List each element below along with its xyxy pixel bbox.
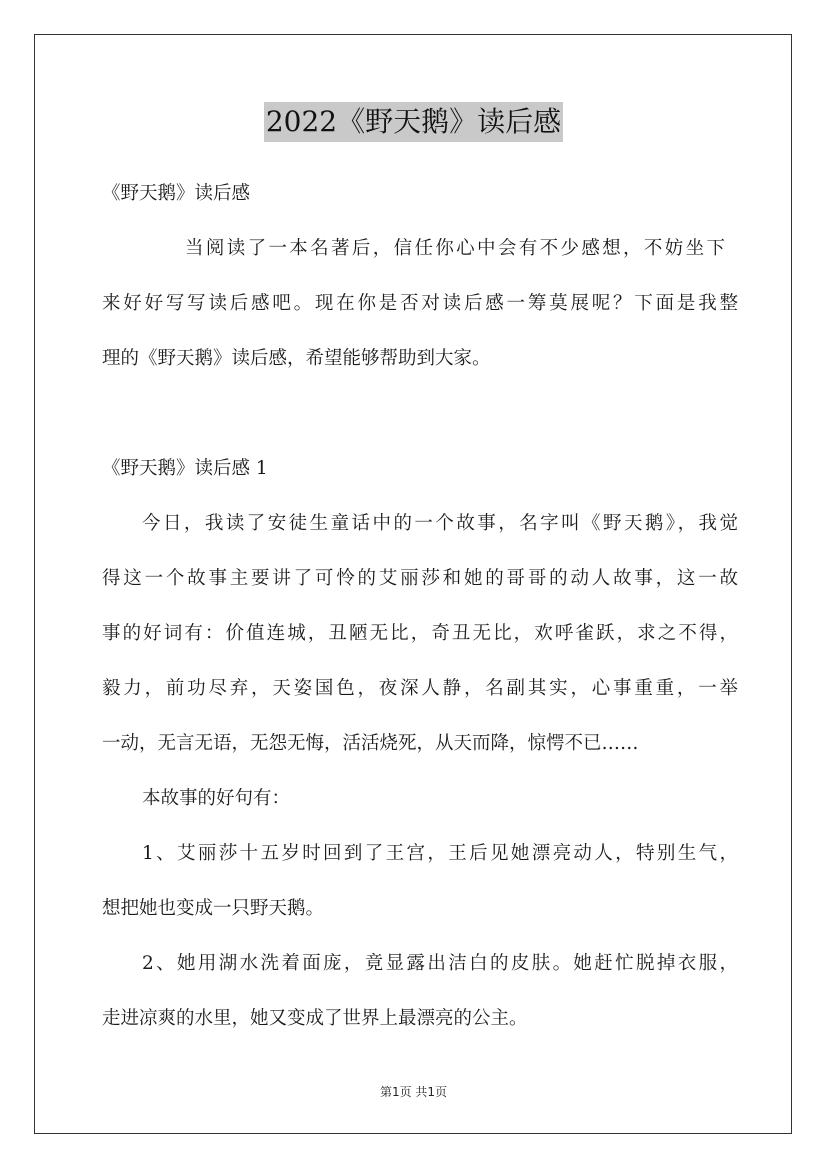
intro-line-1: 当阅读了一本名著后，信任你心中会有不少感想，不妨坐下 (185, 238, 725, 259)
good-sentences-heading: 本故事的好句有： (142, 788, 291, 809)
title-wrap (0, 102, 827, 142)
para1-line-3: 事的好词有：价值连城，丑陋无比，奇丑无比，欢呼雀跃，求之不得， (102, 623, 738, 644)
sentence2-line-2: 走进凉爽的水里，她又变成了世界上最漂亮的公主。 (102, 1008, 528, 1029)
sentence2-line-1: 2、她用湖水洗着面庞，竟显露出洁白的皮肤。她赶忙脱掉衣服， (142, 953, 738, 974)
intro-line-3: 理的《野天鹅》读后感，希望能够帮助到大家。 (102, 348, 491, 369)
sentence1-line-2: 想把她也变成一只野天鹅。 (102, 898, 325, 919)
subtitle: 《野天鹅》读后感 (102, 183, 251, 204)
sentence1-line-1: 1、艾丽莎十五岁时回到了王宫，王后见她漂亮动人，特别生气， (142, 843, 738, 864)
para1-line-2: 得这一个故事主要讲了可怜的艾丽莎和她的哥哥的动人故事，这一故 (102, 568, 738, 589)
para1-line-5: 一动，无言无语，无怨无悔，活活烧死，从天而降，惊愕不已…… (102, 733, 639, 754)
intro-line-2: 来好好写写读后感吧。现在你是否对读后感一筹莫展呢？下面是我整 (102, 293, 738, 314)
page-footer: 第1页 共1页 (379, 1085, 448, 1099)
section-heading: 《野天鹅》读后感 1 (102, 458, 268, 479)
document-title: 2022《野天鹅》读后感 (264, 102, 563, 142)
para1-line-4: 毅力，前功尽弃，天姿国色，夜深人静，名副其实，心事重重，一举 (102, 678, 738, 699)
para1-line-1: 今日，我读了安徒生童话中的一个故事，名字叫《野天鹅》，我觉 (142, 513, 738, 534)
